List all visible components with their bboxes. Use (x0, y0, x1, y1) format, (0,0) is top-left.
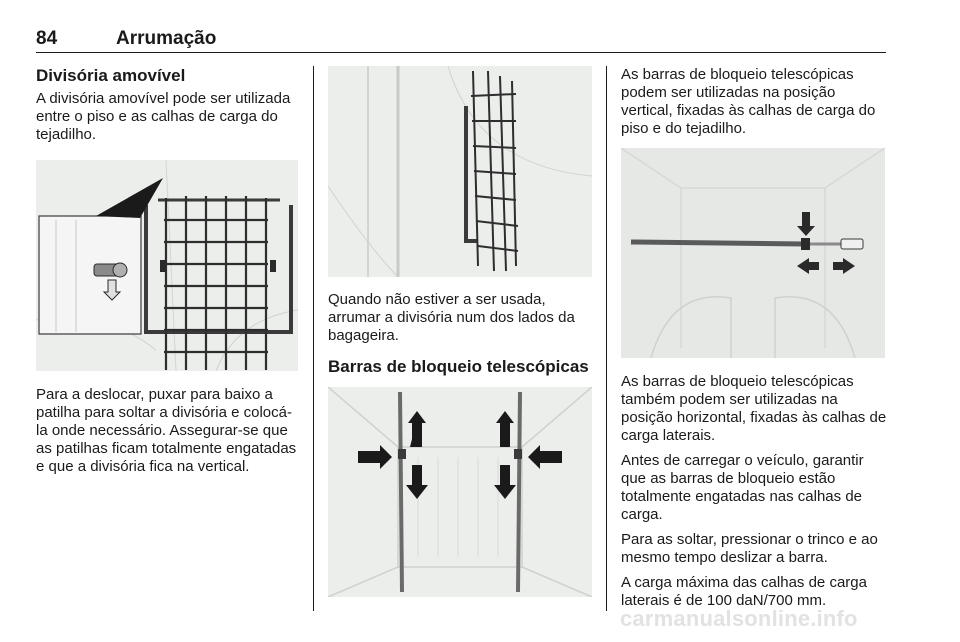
column-1-lower (36, 386, 300, 483)
watermark: carmanualsonline.info (620, 606, 858, 631)
page-number: 84 (36, 28, 58, 49)
horizontal-position-text: As barras de bloqueio telescópicas também podem ser utilizadas na posição horizontal, fixadas às calhas de carga laterais. (621, 373, 887, 444)
section-heading-divider: Divisória amovível (36, 66, 186, 85)
divider-intro-text: A divisória amovível pode ser utilizada entre o piso e as calhas de carga do tejadilho. (36, 90, 291, 143)
max-load-text: A carga máxima das calhas de carga laterais é de 100 daN/700 mm. (621, 574, 867, 609)
chapter-title: Arrumação (116, 28, 217, 49)
divider-stowed-illustration (328, 66, 592, 277)
column-2 (328, 291, 594, 381)
stow-text: Quando não estiver a ser usada, arrumar a divisória num dos lados da bagageira. (328, 291, 575, 344)
divider-illustration (36, 160, 298, 371)
column-divider-2 (606, 66, 607, 611)
release-text: Para as soltar, pressionar o trinco e ao mesmo tempo deslizar a barra. (621, 531, 878, 566)
warning-text: Antes de carregar o veículo, garantir que as barras de bloqueio estão totalmente engatadas nas calhas de carga. (621, 452, 864, 523)
column-1 (36, 66, 300, 151)
locking-bars-vertical-illustration (328, 387, 592, 597)
column-3-lower (621, 373, 889, 617)
locking-bar-horizontal-illustration (621, 148, 885, 358)
vertical-position-text: As barras de bloqueio telescópicas podem ser utilizadas na posição vertical, fixadas às calhas de carga do piso e do tejadilho. (621, 66, 876, 137)
column-3 (621, 66, 887, 145)
page-header (36, 26, 886, 53)
column-divider-1 (313, 66, 314, 611)
section-heading-locking-bars: Barras de bloqueio telescópicas (328, 357, 589, 376)
divider-instructions-text: Para a deslocar, puxar para baixo a patilha para soltar a divisória e colocá-la onde necessário. Assegurar-se que as patilhas ficam totalmente engatadas e que a divisória fica na vertical. (36, 386, 297, 475)
